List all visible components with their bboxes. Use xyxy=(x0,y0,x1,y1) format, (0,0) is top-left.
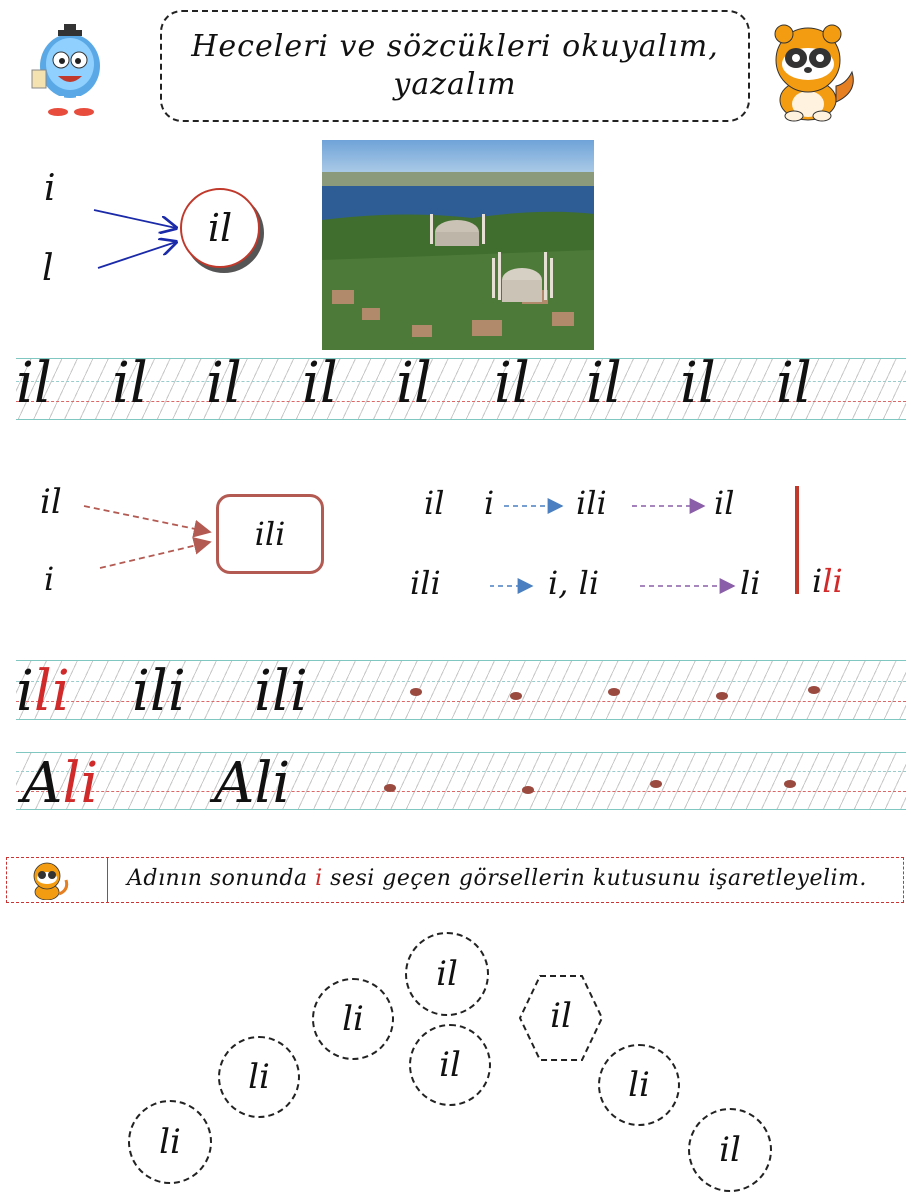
task-text-before: Adının sonunda xyxy=(127,866,316,891)
istanbul-photo xyxy=(322,140,594,350)
start-dot xyxy=(608,688,620,696)
il-practice-word: il xyxy=(396,351,432,416)
word-il: il xyxy=(40,482,62,522)
ili-model-black: i xyxy=(16,659,34,724)
row2-a: ili xyxy=(410,564,441,602)
il-practice-word: il xyxy=(16,351,52,416)
il-practice-word: il xyxy=(112,351,148,416)
merge-arrows xyxy=(90,200,190,280)
hexagon-label: il xyxy=(550,996,572,1036)
task-instruction-text xyxy=(127,866,867,891)
start-dot xyxy=(510,692,522,700)
ili-model-word xyxy=(16,659,70,724)
ili-practice-word: ili xyxy=(132,659,186,724)
row2-b: i, li xyxy=(548,564,600,602)
syllable-bubble[interactable]: li xyxy=(218,1036,300,1118)
hexagon-bubble[interactable] xyxy=(518,974,604,1062)
start-dot xyxy=(410,688,422,696)
ali-model-black: A xyxy=(22,751,63,816)
derivation-arrows xyxy=(490,494,760,598)
raccoon-mascot-illustration xyxy=(766,22,862,122)
joined-word-2: ili xyxy=(254,515,286,553)
il-practice-word: il xyxy=(680,351,716,416)
joined-word: il xyxy=(207,206,233,250)
il-practice-word: il xyxy=(586,351,622,416)
row1-b: i xyxy=(484,484,495,522)
practice-line-il xyxy=(16,351,906,420)
letter-l: l xyxy=(42,248,54,289)
letter-i: i xyxy=(44,168,56,209)
syllable-bubble[interactable]: il xyxy=(688,1108,772,1192)
syllable-bubble[interactable]: il xyxy=(405,932,489,1016)
start-dot xyxy=(784,780,796,788)
result-word xyxy=(812,562,843,600)
ali-practice-word: Ali xyxy=(214,751,291,816)
il-practice-word: il xyxy=(776,351,812,416)
joined-box xyxy=(216,494,324,574)
start-dot xyxy=(384,784,396,792)
raccoon-small-icon xyxy=(29,860,69,900)
start-dot xyxy=(716,692,728,700)
practice-line-ali xyxy=(16,751,906,816)
title-box xyxy=(160,10,750,122)
syllable-bubble[interactable]: il xyxy=(409,1024,491,1106)
start-dot xyxy=(650,780,662,788)
merge-arrows-dashed xyxy=(80,496,220,576)
il-practice-word: il xyxy=(206,351,242,416)
ili-practice-word: ili xyxy=(254,659,308,724)
il-practice-word: il xyxy=(302,351,338,416)
title-line-2: yazalım xyxy=(393,67,517,102)
result-black: i xyxy=(812,562,823,600)
start-dot xyxy=(522,786,534,794)
row2-c: li xyxy=(740,564,761,602)
task-highlight-letter: i xyxy=(315,866,323,891)
syllable-bubble[interactable]: li xyxy=(128,1100,212,1184)
ili-model-red: li xyxy=(33,659,70,724)
ali-model-word xyxy=(22,751,99,816)
syllable-bubble[interactable]: li xyxy=(312,978,394,1060)
title-line-1: Heceleri ve sözcükleri okuyalım, xyxy=(191,29,719,64)
result-red: li xyxy=(822,562,843,600)
egg-mascot-illustration xyxy=(20,22,116,118)
ali-model-red: li xyxy=(62,751,99,816)
task-text-after: sesi geçen görsellerin kutusunu işaretleyelim. xyxy=(322,866,867,891)
row1-c: ili xyxy=(576,484,607,522)
row1-a: il xyxy=(424,484,445,522)
row1-d: il xyxy=(714,484,735,522)
syllable-bubble[interactable]: li xyxy=(598,1044,680,1126)
il-practice-word: il xyxy=(494,351,530,416)
start-dot xyxy=(808,686,820,694)
divider-bar xyxy=(795,486,799,594)
joined-circle xyxy=(180,188,260,268)
letter-i-2: i xyxy=(44,560,55,598)
task-instruction-bar xyxy=(6,857,904,903)
